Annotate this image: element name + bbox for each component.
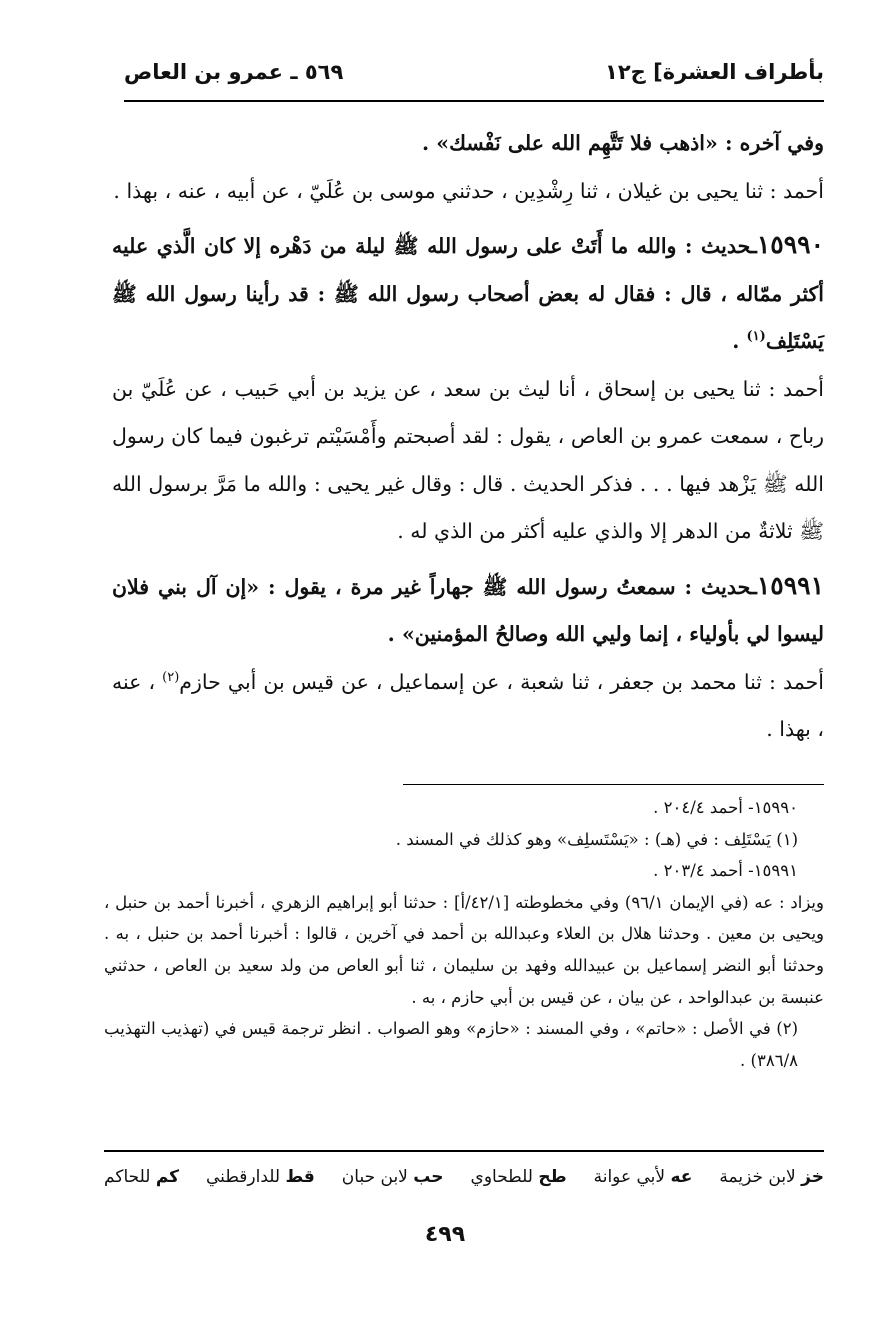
hadith-number: ١٥٩٩٠ bbox=[756, 230, 824, 259]
bottom-divider bbox=[104, 1150, 824, 1152]
footnote-source-1: ١٥٩٩٠- أحمد ٢٠٤/٤ . bbox=[653, 798, 798, 817]
footnote-divider bbox=[403, 784, 824, 785]
hadith-end: . bbox=[732, 329, 747, 353]
paragraph-closing-quote: وفي آخره : «اذهب فلا تَتَّهِم الله على نَفْسك» . bbox=[421, 131, 824, 155]
page-number: ٤٩٩ bbox=[424, 1222, 466, 1247]
hadith-number: ١٥٩٩١ bbox=[756, 570, 824, 600]
footnote-ref: (١) bbox=[746, 329, 766, 345]
header-section: ٥٦٩ ـ عمرو بن العاص bbox=[124, 60, 344, 84]
abbrev-item: عه لأبي عوانة bbox=[593, 1167, 693, 1187]
abbrev-item: قط للدارقطني bbox=[206, 1167, 315, 1187]
abbrev-item: خز لابن خزيمة bbox=[719, 1167, 824, 1187]
chain-end: ، عنه ، بهذا . bbox=[112, 669, 824, 741]
footnote-1: (١) يَسْتَلِف : في (هـ) : «يَسْتَسلِف» وهو كذلك في المسند . bbox=[395, 829, 798, 849]
abbrev-item: حب لابن حبان bbox=[341, 1167, 444, 1187]
paragraph-chain-2: أحمد : ثنا يحيى بن إسحاق ، أنا ليث بن سعد ، عن يزيد بن أبي حَبيب ، عن عُلَيّ بن رباح ، سمعت عمرو بن العاص ، يقول : لقد أصبحتم وأَمْسَيْتم ترغبون فيما كان رسول الله ﷺ يَزْهد فيها . . . فذكر الحديث . قال : وقال غير يحيى : والله ما مَرَّ برسول الله ﷺ ثلاثةٌ من الدهر إلا والذي عليه أكثر من الذي له . bbox=[112, 376, 824, 543]
hadith-15990 bbox=[112, 221, 824, 366]
header-divider bbox=[124, 100, 824, 102]
running-header bbox=[124, 52, 824, 92]
header-title: بأطراف العشرة] ج١٢ bbox=[605, 60, 824, 84]
footnote-2: (٢) في الأصل : «حاتم» ، وفي المسند : «حازم» وهو الصواب . انظر ترجمة قيس في (تهذيب التهذيب ٣٨٦/٨) . bbox=[104, 1019, 798, 1070]
footnotes bbox=[104, 792, 824, 1076]
abbreviation-key bbox=[104, 1162, 824, 1192]
hadith-text: ـحديث : سمعتُ رسول الله ﷺ جهاراً غير مرة ، يقول : «إن آل بني فلان ليسوا لي بأولياء ، إنما وليي الله وصالحُ المؤمنين» . bbox=[112, 574, 824, 646]
paragraph-chain-3 bbox=[112, 659, 824, 754]
paragraph-chain-1: أحمد : ثنا يحيى بن غيلان ، ثنا رِشْدِين ، حدثني موسى بن عُلَيّ ، عن أبيه ، عنه ، بهذا . bbox=[113, 178, 824, 203]
abbrev-item: طح للطحاوي bbox=[470, 1167, 567, 1187]
hadith-15991 bbox=[112, 562, 824, 659]
footnote-addition: ويزاد : عه (في الإيمان ٩٦/١) وفي مخطوطته [٤٢/١/أ] : حدثنا أبو إبراهيم الزهري ، أخبرنا أحمد بن حنبل ، ويحيى بن معين . وحدثنا هلال بن العلاء وعبدالله بن أحمد في آخرين ، قالوا : أخبرنا أحمد بن حنبل ، به . وحدثنا أبو النضر إسماعيل بن عبيدالله وفهد بن سليمان ، ثنا أبو العاص من ولد سعيد بن العاص ، حدثني عنبسة بن عبدالواحد ، عن بيان ، عن قيس بن أبي حازم ، به . bbox=[104, 892, 824, 1007]
footnote-ref: (٢) bbox=[162, 669, 180, 685]
main-text bbox=[112, 120, 824, 754]
hadith-text: ـحديث : والله ما أَتَتْ على رسول الله ﷺ ليلة من دَهْره إلا كان الَّذي عليه أكثر ممّاله ، قال : فقال له بعض أصحاب رسول الله ﷺ : قد رأينا رسول الله ﷺ يَسْتَلِف bbox=[112, 234, 824, 353]
chain-text: أحمد : ثنا محمد بن جعفر ، ثنا شعبة ، عن إسماعيل ، عن قيس بن أبي حازم bbox=[179, 669, 824, 694]
abbrev-item: كم للحاكم bbox=[104, 1167, 180, 1187]
footnote-source-2: ١٥٩٩١- أحمد ٢٠٣/٤ . bbox=[653, 861, 798, 881]
